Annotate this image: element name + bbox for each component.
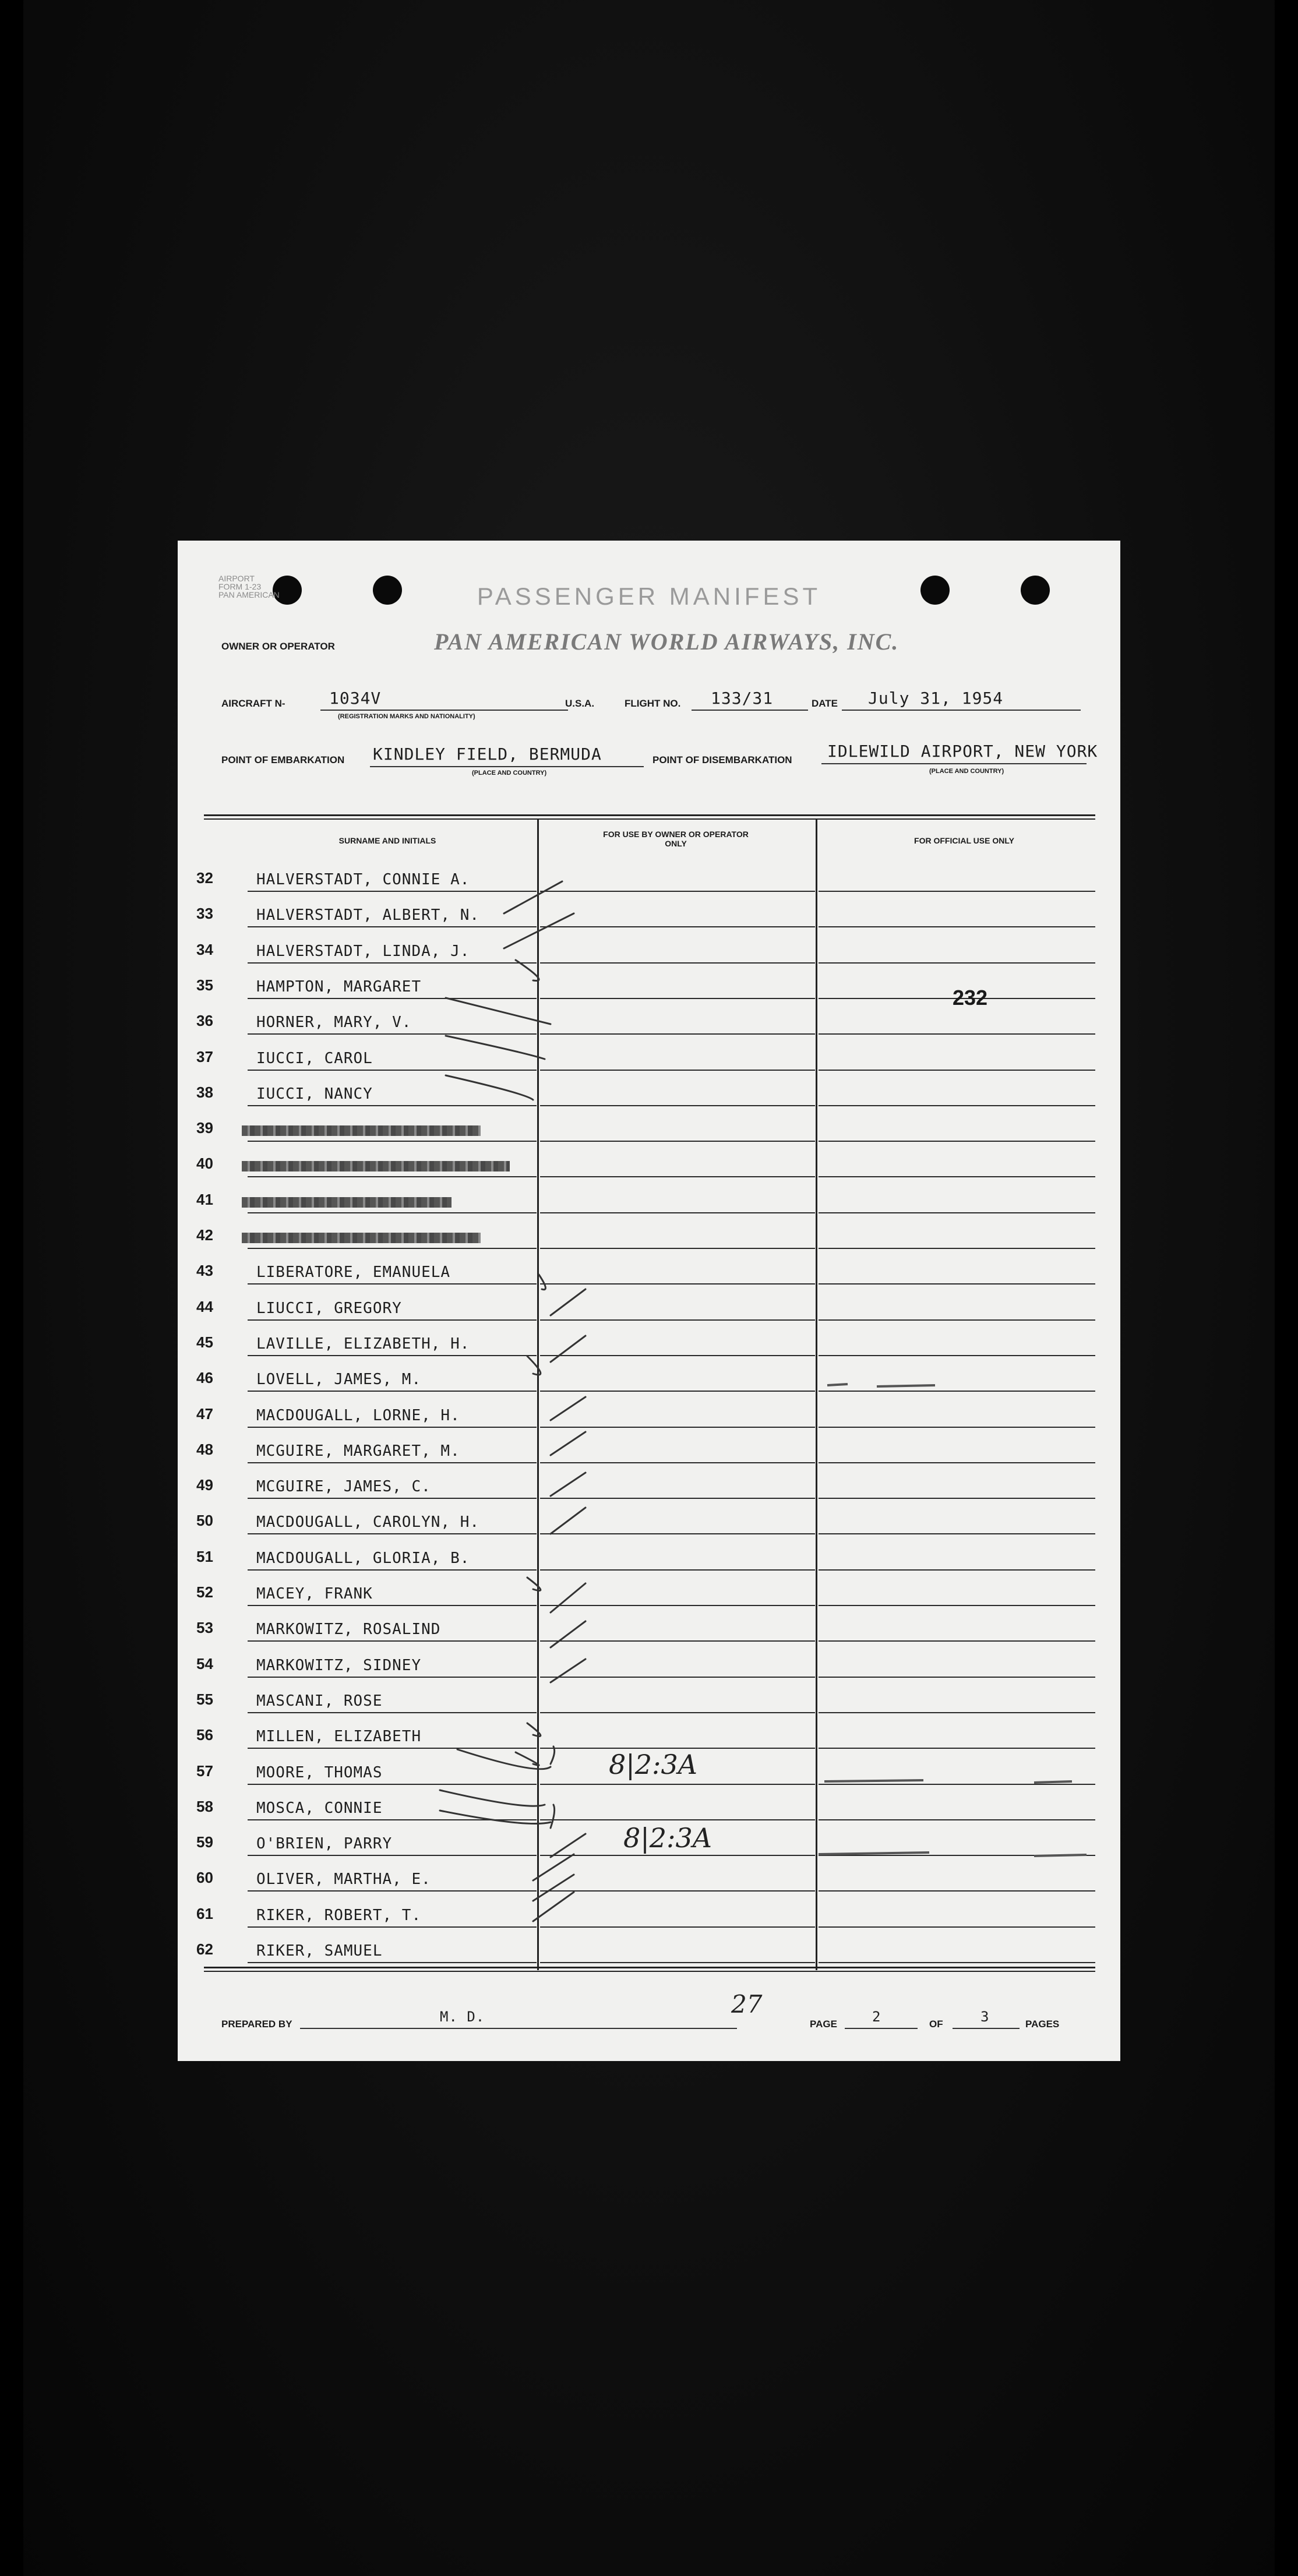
passenger-name: LAVILLE, ELIZABETH, H. [256,1335,470,1353]
row-number: 32 [196,869,213,887]
row-number: 45 [196,1333,213,1351]
passenger-name: IUCCI, CAROL [256,1049,373,1067]
passenger-name: MCGUIRE, JAMES, C. [256,1478,431,1496]
passenger-name: MACDOUGALL, CAROLYN, H. [256,1513,480,1532]
passenger-name: MOSCA, CONNIE [256,1799,383,1817]
passenger-name: HALVERSTADT, LINDA, J. [256,942,470,960]
passenger-name: MCGUIRE, MARGARET, M. [256,1442,460,1460]
row-number: 44 [196,1297,213,1315]
passenger-name: MILLEN, ELIZABETH [256,1728,422,1746]
passenger-name: IUCCI, NANCY [256,1085,373,1103]
row-number: 60 [196,1869,213,1887]
row-number: 61 [196,1904,213,1922]
row-number: 49 [196,1476,213,1494]
page-label: PAGE [810,2019,837,2030]
row-number: 35 [196,976,213,994]
row-number: 51 [196,1547,213,1565]
page-underline [845,2028,918,2029]
row-number: 53 [196,1619,213,1637]
passenger-name: MACEY, FRANK [256,1585,373,1603]
row-number: 33 [196,905,213,923]
date-value: July 31, 1954 [868,689,1004,708]
row-number: 42 [196,1226,213,1244]
row-number: 56 [196,1726,213,1744]
row-number: 62 [196,1940,213,1958]
pages-label: PAGES [1025,2019,1060,2030]
passenger-name: LIBERATORE, EMANUELA [256,1264,451,1282]
scan-border-right [1275,0,1298,2576]
disembark-value: IDLEWILD AIRPORT, NEW YORK [827,742,1098,761]
passenger-name: MARKOWITZ, SIDNEY [256,1656,422,1674]
row-number: 55 [196,1690,213,1708]
embark-value: KINDLEY FIELD, BERMUDA [373,744,602,764]
of-value: 3 [980,2009,990,2025]
passenger-name: RIKER, SAMUEL [256,1942,383,1960]
column-header-surname: SURNAME AND INITIALS [338,836,436,845]
passenger-name: MASCANI, ROSE [256,1692,383,1710]
row-number: 37 [196,1047,213,1065]
of-underline [953,2028,1020,2029]
row-number: 50 [196,1512,213,1530]
row-number: 38 [196,1083,213,1101]
row-number: 52 [196,1583,213,1601]
row-number: 39 [196,1119,213,1137]
row-number: 48 [196,1440,213,1458]
passenger-name: OLIVER, MARTHA, E. [256,1871,431,1889]
official-mark: 232 [953,986,988,1010]
aircraft-value: 1034V [329,689,382,708]
form-code: AIRPORT FORM 1-23 PAN AMERICAN [218,574,280,599]
embark-label: POINT OF EMBARKATION [221,754,345,765]
row-number: 57 [196,1762,213,1780]
flight-value: 133/31 [711,689,774,708]
date-label: DATE [812,698,838,709]
row-number: 36 [196,1012,213,1030]
handwritten-number: 27 [731,1990,763,2019]
aircraft-label: AIRCRAFT N- [221,698,285,709]
owner-label: OWNER OR OPERATOR [221,641,335,652]
prepared-value: M. D. [440,2009,485,2025]
usa-label: U.S.A. [565,698,595,709]
row-number: 54 [196,1654,213,1672]
check-marks [178,541,1120,2061]
aircraft-sub: (REGISTRATION MARKS AND NATIONALITY) [338,713,475,720]
passenger-name: LOVELL, JAMES, M. [256,1371,422,1389]
row-number: 34 [196,940,213,958]
column-header-official-use: FOR OFFICIAL USE ONLY [914,836,1014,845]
scan-border-left [0,0,23,2576]
passenger-name: HAMPTON, MARGARET [256,978,422,996]
disembark-sub: (PLACE AND COUNTRY) [929,768,1004,775]
page-title: PASSENGER MANIFEST [477,583,821,610]
row-number: 40 [196,1155,213,1173]
passenger-name: MARKOWITZ, ROSALIND [256,1621,441,1639]
prepared-underline [300,2028,737,2029]
page-value: 2 [872,2009,881,2025]
disembark-label: POINT OF DISEMBARKATION [652,754,792,765]
passenger-name: MACDOUGALL, LORNE, H. [256,1406,460,1424]
of-label: OF [929,2019,943,2030]
manifest-sheet [178,541,1120,2061]
row-number: 46 [196,1369,213,1387]
column-header-owner-use: FOR USE BY OWNER OR OPERATOR ONLY [603,830,749,848]
passenger-name: LIUCCI, GREGORY [256,1299,402,1317]
passenger-name: RIKER, ROBERT, T. [256,1906,422,1924]
passenger-name: HALVERSTADT, ALBERT, N. [256,906,480,924]
row-number: 43 [196,1262,213,1280]
row-number: 41 [196,1190,213,1208]
prepared-label: PREPARED BY [221,2019,292,2030]
owner-note: 8|2:3A [623,1822,713,1854]
owner-note: 8|2:3A [609,1749,698,1780]
operator-name: PAN AMERICAN WORLD AIRWAYS, INC. [434,629,900,655]
row-number: 47 [196,1405,213,1423]
row-number: 59 [196,1833,213,1851]
embark-sub: (PLACE AND COUNTRY) [472,770,547,777]
passenger-name: MACDOUGALL, GLORIA, B. [256,1549,470,1567]
passenger-name: HORNER, MARY, V. [256,1014,412,1032]
passenger-name: MOORE, THOMAS [256,1763,383,1781]
flight-label: FLIGHT NO. [625,698,681,709]
passenger-name: HALVERSTADT, CONNIE A. [256,871,470,888]
row-number: 58 [196,1797,213,1815]
passenger-name: O'BRIEN, PARRY [256,1835,393,1853]
